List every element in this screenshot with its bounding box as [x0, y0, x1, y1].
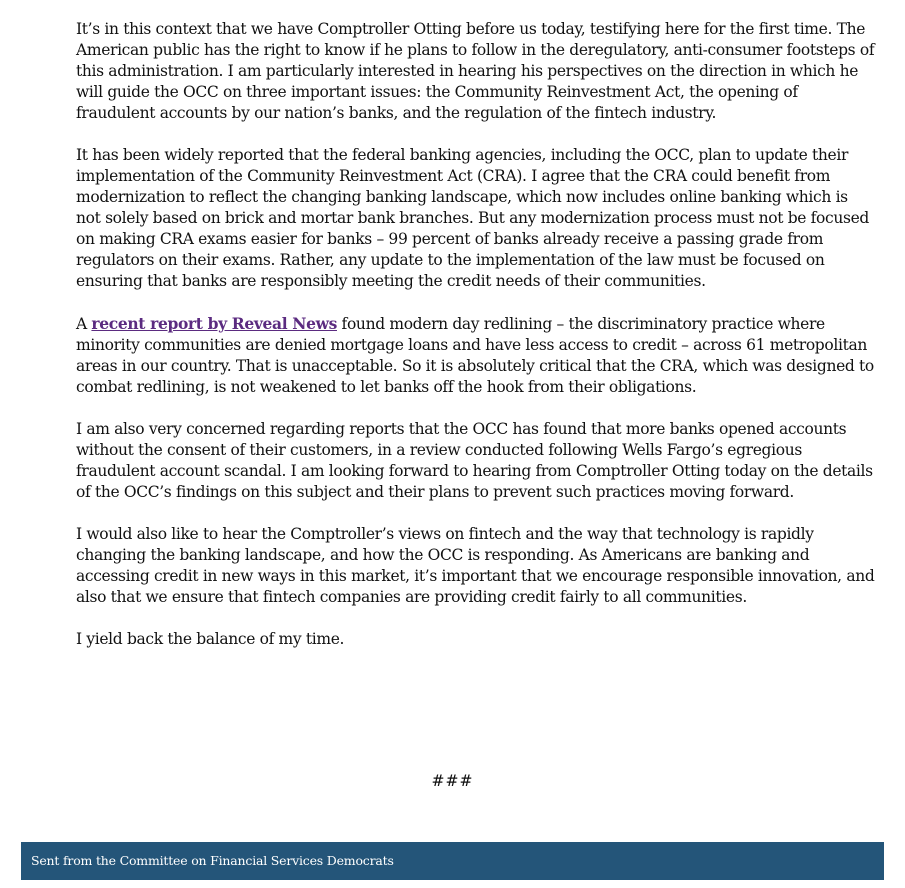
paragraph-redlining — [76, 313, 876, 398]
reveal-news-report-link[interactable]: recent report by Reveal News — [91, 314, 337, 333]
paragraph-cra: It has been widely reported that the federal banking agencies, including the OCC, plan to update their implementation of the Community Reinvestment Act (CRA). I agree that the CRA could benefit from modernization to reflect the changing banking landscape, which now includes online banking which is not solely based on brick and mortar bank branches. But any modernization process must not be focused on making CRA exams easier for banks – 99 percent of banks already receive a passing grade from regulators on their exams. Rather, any update to the implementation of the law must be focused on ensuring that banks are responsibly meeting the credit needs of their communities. — [76, 146, 869, 290]
end-marker: ### — [431, 772, 474, 790]
footer-bar — [21, 842, 884, 880]
paragraph-fraudulent-accounts: I am also very concerned regarding reports that the OCC has found that more banks opened accounts without the consent of their customers, in a review conducted following Wells Fargo’s egregious fraudulent account scandal. I am looking forward to hearing from Comptroller Otting today on the details of the OCC’s findings on this subject and their plans to prevent such practices moving forward. — [76, 420, 873, 501]
paragraph-yield-back: I yield back the balance of my time. — [76, 630, 345, 648]
redlining-prefix: A — [76, 315, 92, 333]
press-release-body — [76, 19, 876, 671]
redlining-text: found modern day redlining – the discriminatory practice where minority communities are denied mortgage loans and have less access to credit – across 61 metropolitan areas in our country. That is unacceptable. So it is absolutely critical that the CRA, which was designed to combat redlining, is not weakened to let banks off the hook from their obligations. — [76, 315, 874, 396]
footer-sender-text: Sent from the Committee on Financial Services Democrats — [31, 853, 394, 868]
paragraph-context: It’s in this context that we have Comptroller Otting before us today, testifying here for the first time. The American public has the right to know if he plans to follow in the deregulatory, anti-consumer footsteps of this administration. I am particularly interested in hearing his perspectives on the direction in which he will guide the OCC on three important issues: the Community Reinvestment Act, the opening of fraudulent accounts by our nation’s banks, and the regulation of the fintech industry. — [76, 20, 875, 122]
paragraph-fintech: I would also like to hear the Comptroller’s views on fintech and the way that technology is rapidly changing the banking landscape, and how the OCC is responding. As Americans are banking and accessing credit in new ways in this market, it’s important that we encourage responsible innovation, and also that we ensure that fintech companies are providing credit fairly to all communities. — [76, 525, 875, 606]
